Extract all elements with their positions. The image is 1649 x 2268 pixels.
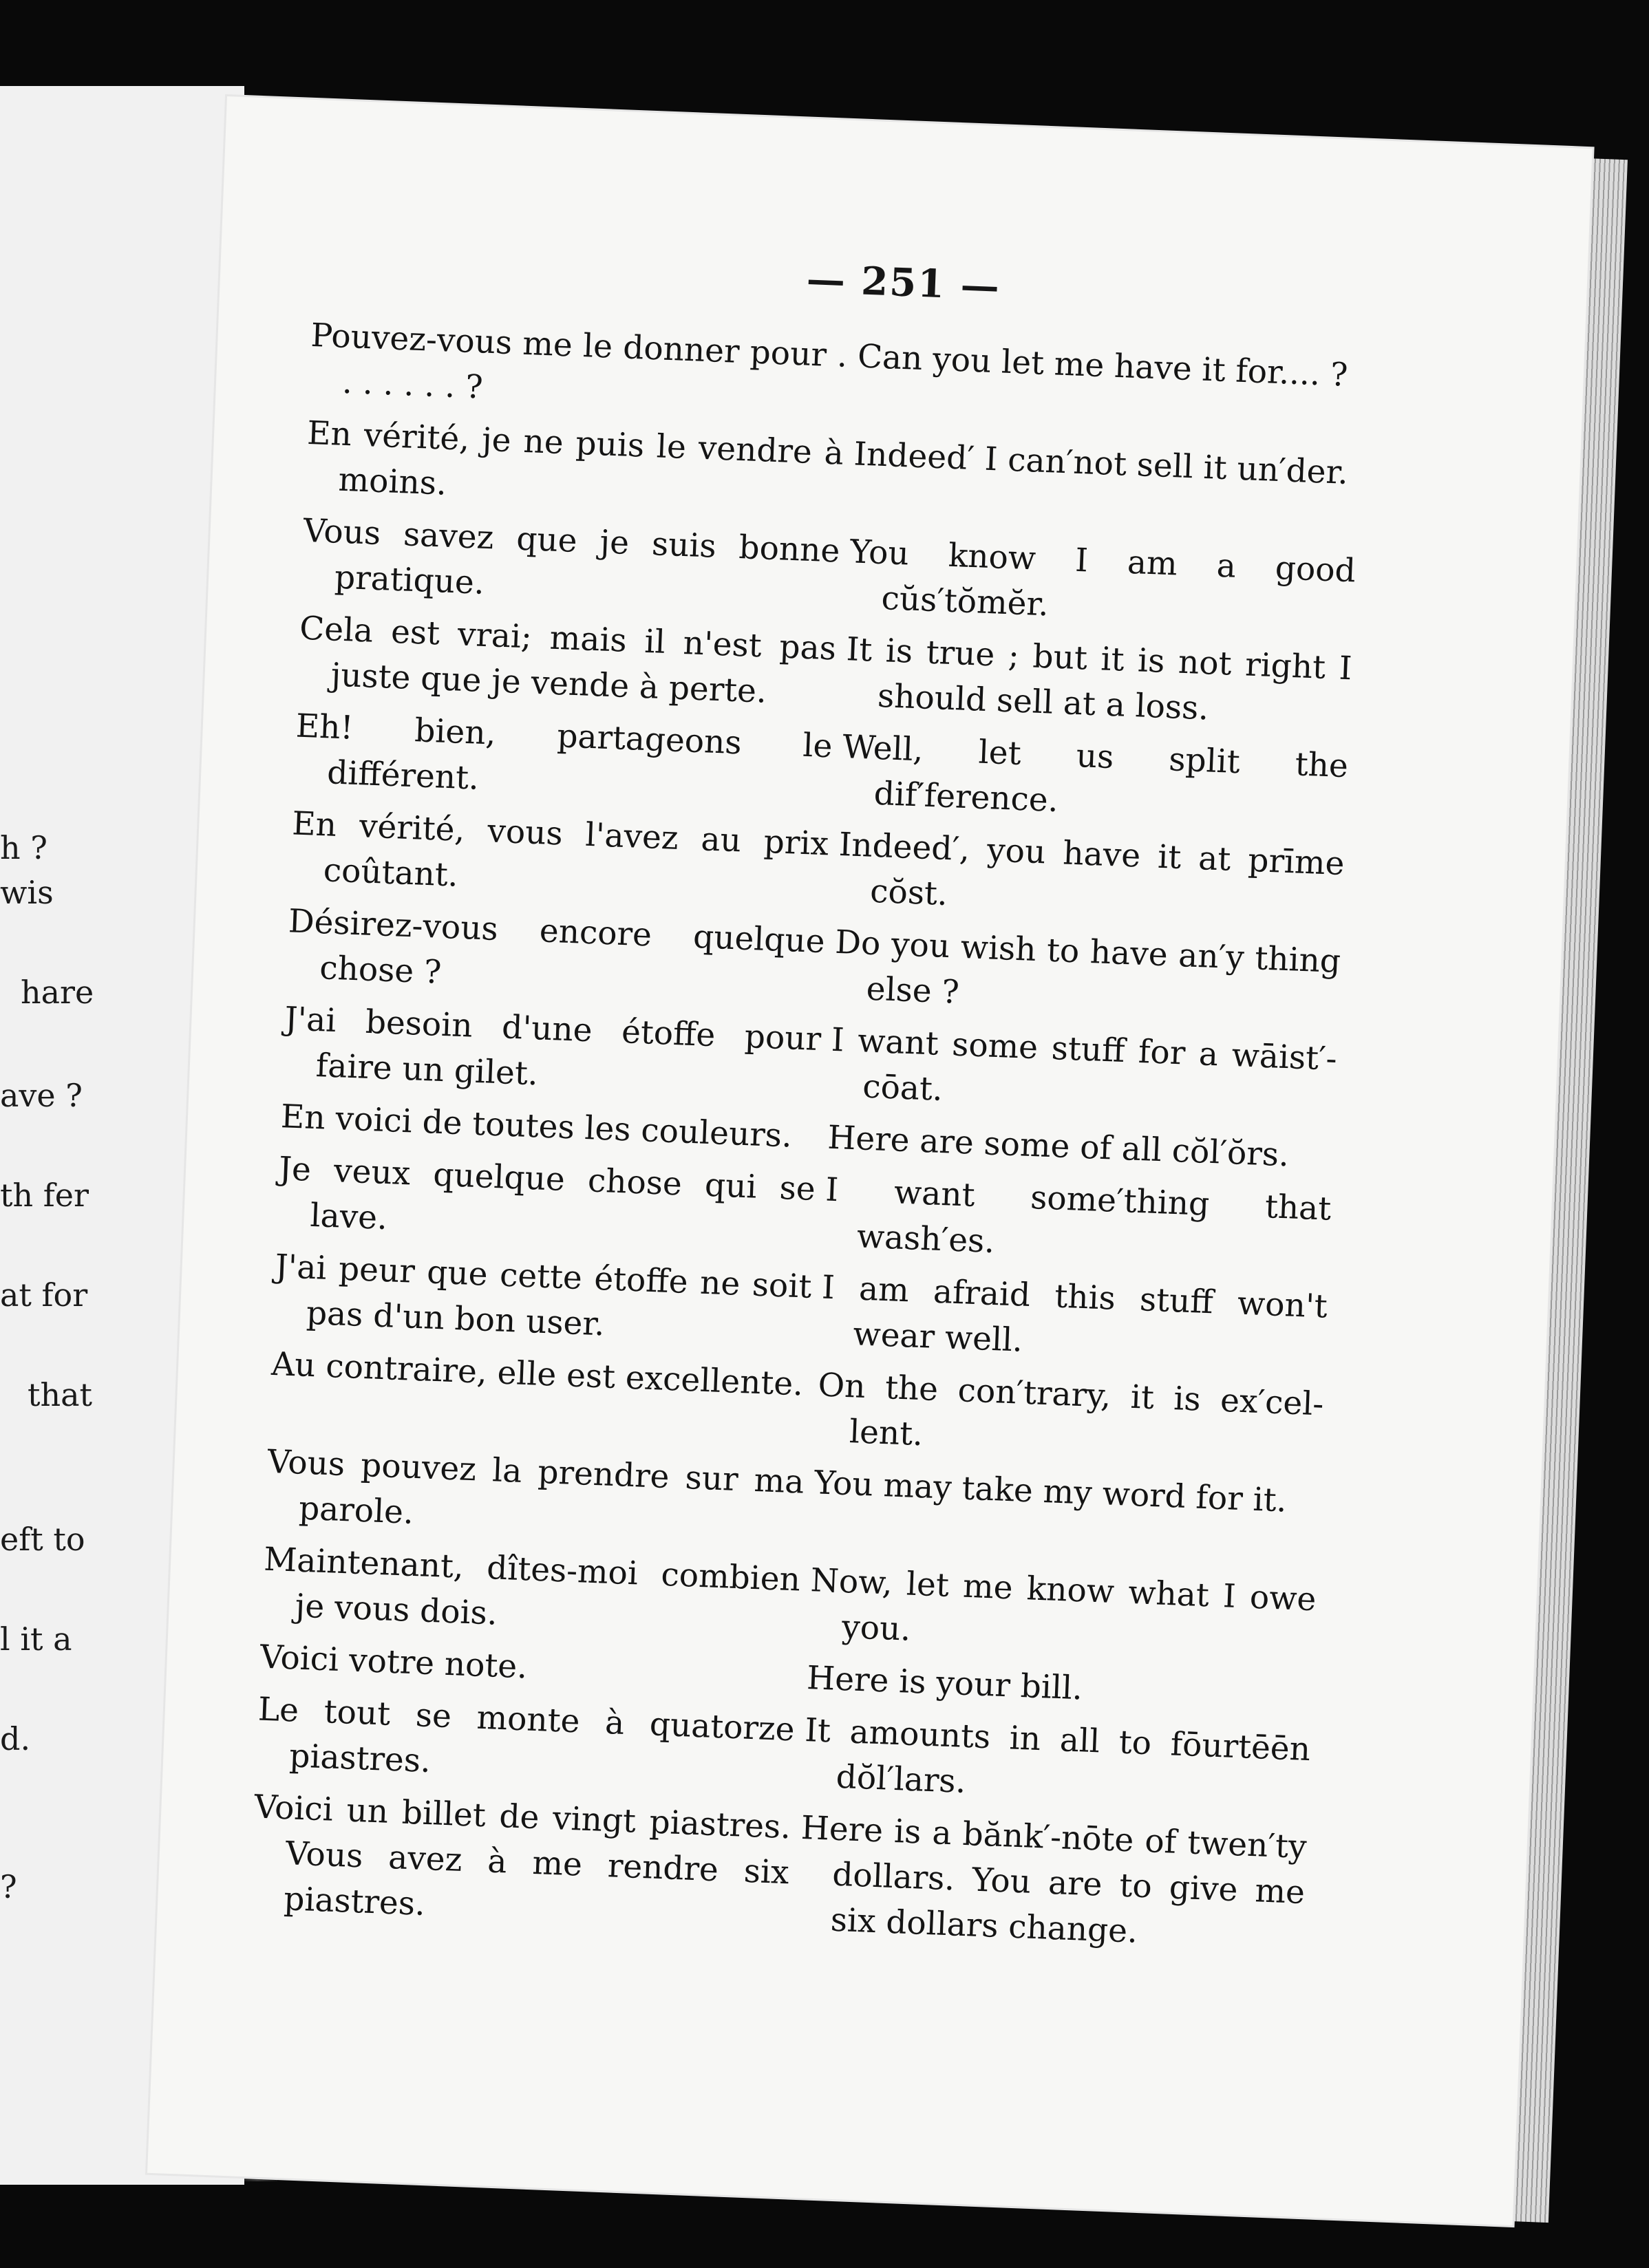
right-page <box>147 96 1592 2225</box>
page-number: — 251 — <box>805 256 1001 310</box>
french-phrase: Cela est vrai; mais il n'est pas juste que je vende à perte. <box>299 609 837 711</box>
english-phrase: Now, let me know what I owe you. <box>809 1561 1317 1649</box>
left-page-fragment: d. <box>0 1720 31 1757</box>
left-page-fragment: th fer <box>0 1177 89 1214</box>
english-phrase: You may take my word for it. <box>813 1464 1288 1520</box>
english-phrase: Here is a bănk′-nōte of twen′ty dollars. You are to give me six dollars change. <box>800 1808 1308 1951</box>
french-phrase: Eh! bien, partageons le différent. <box>295 707 833 798</box>
english-phrase: Can you let me have it for.... ? <box>857 337 1349 394</box>
left-page-fragment: l it a <box>0 1620 72 1658</box>
left-page-fragment: that <box>28 1376 93 1413</box>
english-phrase: I want some′thing that wash′es. <box>824 1170 1332 1261</box>
french-phrase: En vérité, vous l'avez au prix coûtant. <box>291 804 829 895</box>
left-page-fragment: hare <box>21 974 94 1011</box>
left-page-fragment: ave ? <box>0 1077 83 1114</box>
french-phrase: Au contraire, elle est excellente. <box>270 1345 805 1404</box>
french-phrase: En voici de toutes les couleurs. <box>280 1098 793 1155</box>
french-phrase: Je veux quelque chose qui se lave. <box>278 1150 816 1238</box>
english-phrase: Well, let us split the dif′ference. <box>842 728 1349 820</box>
french-phrase: Pouvez-vous me le donner pour . . . . . . . ? <box>310 316 849 407</box>
french-phrase: Maintenant, dîtes-moi combien je vous dois. <box>263 1540 801 1633</box>
left-page-fragment: h ? <box>0 829 47 866</box>
english-phrase: It is true ; but it is not right I should sell at a loss. <box>845 630 1353 728</box>
french-phrase: Désirez-vous encore quelque chose ? <box>287 902 826 992</box>
french-phrase: Vous savez que je suis bonne pratique. <box>302 511 841 602</box>
english-phrase: Here is your bill. <box>806 1659 1083 1708</box>
english-phrase: Do you wish to have an′y thing else ? <box>834 923 1341 1012</box>
french-phrase: J'ai peur que cette étoffe ne soit pas d'un bon user. <box>274 1247 813 1344</box>
english-phrase: On the con′trary, it is ex′cel-lent. <box>817 1366 1325 1454</box>
french-phrase: En vérité, je ne puis le vendre à moins. <box>306 414 844 503</box>
english-phrase: Here are some of all cŏl′ŏrs. <box>827 1118 1290 1175</box>
english-phrase: I am afraid this stuff won't wear well. <box>821 1268 1328 1360</box>
english-phrase: I want some stuff for a wāist′-cōat. <box>830 1020 1338 1109</box>
english-phrase: You know I am a good cŭs′tŏmĕr. <box>849 533 1357 624</box>
english-phrase: Indeed′, you have it at prīme cŏst. <box>838 825 1345 914</box>
english-phrase: Indeed′ I can′not sell it un′der. <box>853 435 1349 492</box>
left-page-fragment: at for <box>0 1276 88 1314</box>
french-phrase: Voici un billet de vingt piastres. Vous avez à me rendre six piastres. <box>253 1788 792 1923</box>
left-page-fragment: ? <box>0 1868 17 1905</box>
french-phrase: Voici votre note. <box>259 1638 529 1687</box>
english-phrase: It amounts in all to fōurtēēn dŏl′lars. <box>804 1711 1311 1801</box>
phrase-table <box>250 313 1364 1968</box>
left-page-fragment: wis <box>0 874 54 911</box>
french-phrase: Le tout se monte à quatorze piastres. <box>257 1690 796 1781</box>
french-phrase: J'ai besoin d'une étoffe pour faire un gilet. <box>284 1000 822 1093</box>
french-phrase: Vous pouvez la prendre sur ma parole. <box>266 1442 805 1532</box>
left-page-fragment: eft to <box>0 1521 85 1558</box>
